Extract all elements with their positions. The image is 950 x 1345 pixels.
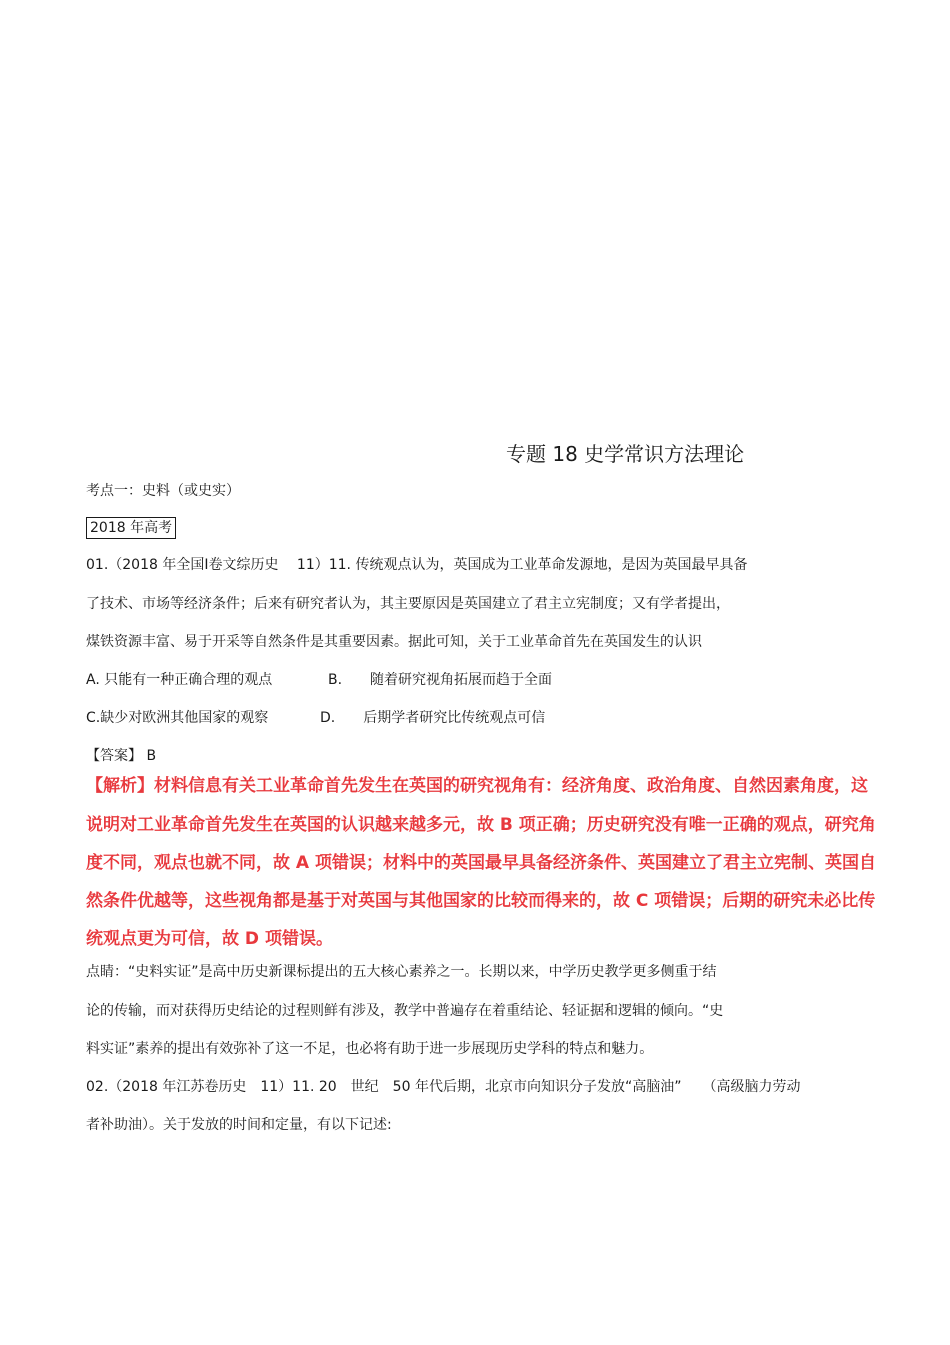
page-title: 专题 18 史学常识方法理论 bbox=[506, 442, 745, 466]
analysis-line-4: 然条件优越等，这些视角都是基于对英国与其他国家的比较而得来的，故 C 项错误；后期的研究未必比传 bbox=[86, 891, 876, 911]
question-1-line-3: 煤铁资源丰富、易于开采等自然条件是其重要因素。据此可知，关于工业革命首先在英国发生的认识 bbox=[86, 634, 702, 650]
question-1-option-c: C.缺少对欧洲其他国家的观察 bbox=[86, 710, 269, 726]
analysis-line-1: 【解析】材料信息有关工业革命首先发生在英国的研究视角有：经济角度、政治角度、自然因素角度，这 bbox=[86, 776, 868, 796]
comment-line-1: 点睛：“史料实证”是高中历史新课标提出的五大核心素养之一。长期以来，中学历史教学更多侧重于结 bbox=[86, 964, 717, 980]
question-1-line-1: 01.（2018 年全国Ⅰ卷文综历史 11）11. 传统观点认为，英国成为工业革命发源地，是因为英国最早具备 bbox=[86, 557, 748, 573]
question-1-option-d: D. 后期学者研究比传统观点可信 bbox=[320, 710, 546, 726]
analysis-line-2: 说明对工业革命首先发生在英国的认识越来越多元，故 B 项正确；历史研究没有唯一正确的观点，研究角 bbox=[86, 815, 876, 835]
year-tag: 2018 年高考 bbox=[86, 517, 176, 539]
comment-line-3: 料实证”素养的提出有效弥补了这一不足，也必将有助于进一步展现历史学科的特点和魅力。 bbox=[86, 1041, 654, 1057]
analysis-line-5: 统观点更为可信，故 D 项错误。 bbox=[86, 929, 333, 949]
question-1-answer: 【答案】 B bbox=[86, 748, 157, 764]
question-2-line-1: 02.（2018 年江苏卷历史 11）11. 20 世纪 50 年代后期，北京市向知识分子发放“高脑油” （高级脑力劳动 bbox=[86, 1079, 801, 1095]
question-1-option-a: A. 只能有一种正确合理的观点 bbox=[86, 672, 273, 688]
question-2-line-2: 者补助油）。关于发放的时间和定量，有以下记述: bbox=[86, 1117, 392, 1133]
question-1-line-2: 了技术、市场等经济条件；后来有研究者认为，其主要原因是英国建立了君主立宪制度；又有学者提出， bbox=[86, 596, 730, 612]
comment-line-2: 论的传输，而对获得历史结论的过程则鲜有涉及，教学中普遍存在着重结论、轻证据和逻辑的倾向。“史 bbox=[86, 1003, 724, 1019]
analysis-line-3: 度不同，观点也就不同，故 A 项错误；材料中的英国最早具备经济条件、英国建立了君主立宪制、英国自 bbox=[86, 853, 876, 873]
question-1-option-b: B. 随着研究视角拓展而趋于全面 bbox=[328, 672, 553, 688]
section-heading: 考点一：史料（或史实） bbox=[86, 483, 240, 499]
